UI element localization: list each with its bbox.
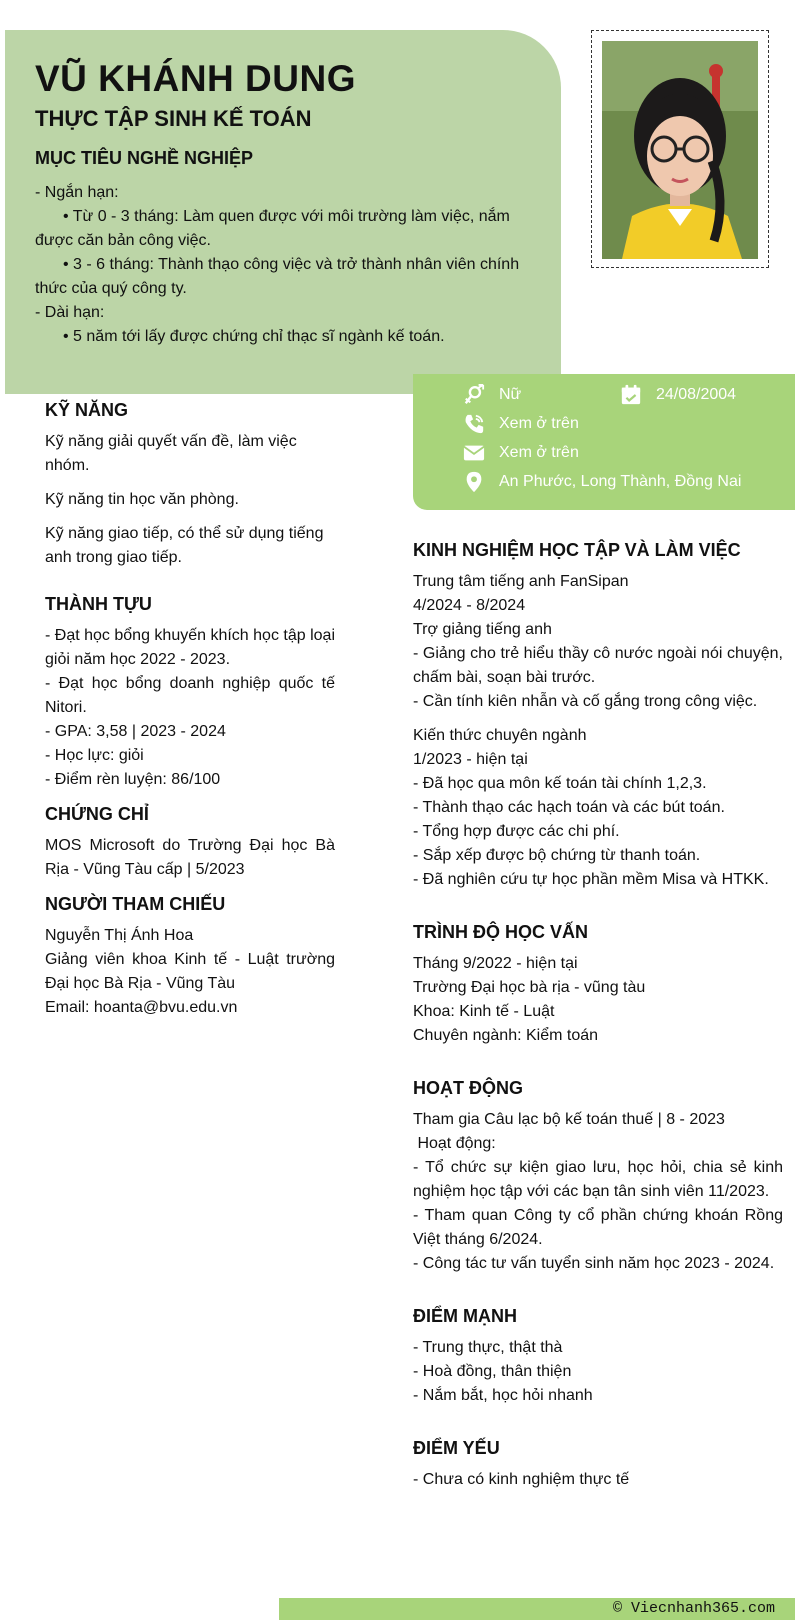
education-line: Trường Đại học bà rịa - vũng tàu [413, 979, 646, 996]
contact-birthday [620, 384, 736, 406]
achievements-title: THÀNH TỰU [45, 594, 152, 614]
experience-role: Trợ giảng tiếng anh [413, 621, 552, 638]
achievement-line: - GPA: 3,58 | 2023 - 2024 [45, 723, 226, 740]
candidate-name: VŨ KHÁNH DUNG [35, 58, 356, 99]
strength-line: - Hoà đồng, thân thiện [413, 1363, 572, 1380]
contact-gender [463, 384, 521, 406]
reference-line: Email: hoanta@bvu.edu.vn [45, 999, 238, 1016]
address-value: An Phước, Long Thành, Đồng Nai [499, 473, 742, 490]
experience-period: 4/2024 - 8/2024 [413, 597, 526, 614]
objective-line: • Từ 0 - 3 tháng: Làm quen được với môi trường làm việc, nắm được căn bản công việc. [35, 208, 510, 249]
skill-item: Kỹ năng giao tiếp, có thể sử dụng tiếng anh trong giao tiếp. [45, 525, 324, 566]
skills-section [45, 400, 335, 570]
experience-period: 1/2023 - hiện tại [413, 751, 528, 768]
location-icon [463, 471, 485, 493]
references-title: NGƯỜI THAM CHIẾU [45, 894, 226, 914]
experience-detail: - Sắp xếp được bộ chứng từ thanh toán. [413, 847, 701, 864]
experience-detail: - Đã nghiên cứu tự học phần mềm Misa và HTKK. [413, 871, 769, 888]
education-line: Chuyên ngành: Kiểm toán [413, 1027, 599, 1044]
activity-line: Tham gia Câu lạc bộ kế toán thuế | 8 - 2023 [413, 1111, 725, 1128]
calendar-icon [620, 384, 642, 406]
achievement-line: - Học lực: giỏi [45, 747, 144, 764]
experience-detail: - Đã học qua môn kế toán tài chính 1,2,3. [413, 775, 707, 792]
footer-watermark: © Viecnhanh365.com [612, 1600, 775, 1617]
achievement-line: - Đạt học bổng khuyến khích học tập loại giỏi năm học 2022 - 2023. [45, 627, 335, 668]
certificate-text: MOS Microsoft do Trường Đại học Bà Rịa - Vũng Tàu cấp | 5/2023 [45, 837, 335, 878]
reference-line: Giảng viên khoa Kinh tế - Luật trường Đại học Bà Rịa - Vũng Tàu [45, 951, 335, 992]
objective-line: • 5 năm tới lấy được chứng chỉ thạc sĩ ngành kế toán. [63, 328, 445, 345]
certificates-section [45, 804, 335, 882]
activity-line: Hoạt động: [413, 1135, 496, 1152]
experience-org: Trung tâm tiếng anh FanSipan [413, 573, 629, 590]
left-column [45, 400, 335, 1020]
right-column [413, 540, 783, 1492]
contact-phone [463, 413, 579, 435]
achievement-line: - Điểm rèn luyện: 86/100 [45, 771, 221, 788]
phone-icon [463, 413, 485, 435]
job-title: THỰC TẬP SINH KẾ TOÁN [35, 106, 312, 131]
experience-section [413, 540, 783, 892]
experience-entry [413, 724, 783, 892]
contact-info-box [413, 374, 795, 510]
references-section [45, 894, 335, 1020]
activity-line: - Công tác tư vấn tuyển sinh năm học 2023 - 2024. [413, 1255, 775, 1272]
activity-line: - Tham quan Công ty cổ phần chứng khoán Rồng Việt tháng 6/2024. [413, 1207, 783, 1248]
email-icon [463, 442, 485, 464]
experience-detail: - Giảng cho trẻ hiểu thầy cô nước ngoài nói chuyện, chấm bài, soạn bài trước. [413, 645, 783, 686]
skills-title: KỸ NĂNG [45, 400, 129, 420]
weaknesses-title: ĐIỂM YẾU [413, 1438, 500, 1458]
experience-detail: - Thành thạo các hạch toán và các bút toán. [413, 799, 725, 816]
strength-line: - Nắm bắt, học hỏi nhanh [413, 1387, 593, 1404]
weakness-line: - Chưa có kinh nghiệm thực tế [413, 1471, 630, 1488]
objective-line: - Dài hạn: [35, 304, 105, 321]
education-line: Tháng 9/2022 - hiện tại [413, 955, 578, 972]
contact-address [463, 471, 741, 493]
achievements-section [45, 594, 335, 792]
objective-title: MỤC TIÊU NGHỀ NGHIỆP [35, 148, 254, 168]
strength-line: - Trung thực, thật thà [413, 1339, 563, 1356]
experience-detail: - Cần tính kiên nhẫn và cố gắng trong công việc. [413, 693, 758, 710]
achievement-line: - Đạt học bổng doanh nghiệp quốc tế Nitori. [45, 675, 335, 716]
profile-photo [602, 41, 758, 259]
birthday-value: 24/08/2004 [656, 386, 737, 403]
skill-item: Kỹ năng giải quyết vấn đề, làm việc nhóm. [45, 433, 297, 474]
email-value: Xem ở trên [499, 444, 579, 461]
objective-line: - Ngắn hạn: [35, 184, 119, 201]
activities-title: HOẠT ĐỘNG [413, 1078, 523, 1098]
education-title: TRÌNH ĐỘ HỌC VẤN [413, 922, 588, 942]
footer-bar [279, 1598, 795, 1620]
education-section [413, 922, 783, 1048]
weaknesses-section [413, 1438, 783, 1492]
experience-detail: - Tổng hợp được các chi phí. [413, 823, 620, 840]
strengths-title: ĐIỂM MẠNH [413, 1306, 517, 1326]
phone-value: Xem ở trên [499, 415, 579, 432]
objective-line: • 3 - 6 tháng: Thành thạo công việc và trở thành nhân viên chính thức của quý công ty. [35, 256, 520, 297]
gender-value: Nữ [499, 386, 522, 403]
education-line: Khoa: Kinh tế - Luật [413, 1003, 555, 1020]
career-objective-section [35, 148, 535, 349]
gender-icon [463, 384, 485, 406]
reference-line: Nguyễn Thị Ánh Hoa [45, 927, 194, 944]
activities-section [413, 1078, 783, 1276]
activity-line: - Tổ chức sự kiện giao lưu, học hỏi, chia sẻ kinh nghiệm học tập với các bạn tân sinh viên 11/2023. [413, 1159, 783, 1200]
profile-photo-frame [591, 30, 769, 268]
experience-entry [413, 570, 783, 714]
skill-item: Kỹ năng tin học văn phòng. [45, 491, 239, 508]
certificates-title: CHỨNG CHỈ [45, 804, 149, 824]
experience-org: Kiến thức chuyên ngành [413, 727, 587, 744]
contact-email [463, 442, 579, 464]
strengths-section [413, 1306, 783, 1408]
experience-title: KINH NGHIỆM HỌC TẬP VÀ LÀM VIỆC [413, 540, 741, 560]
